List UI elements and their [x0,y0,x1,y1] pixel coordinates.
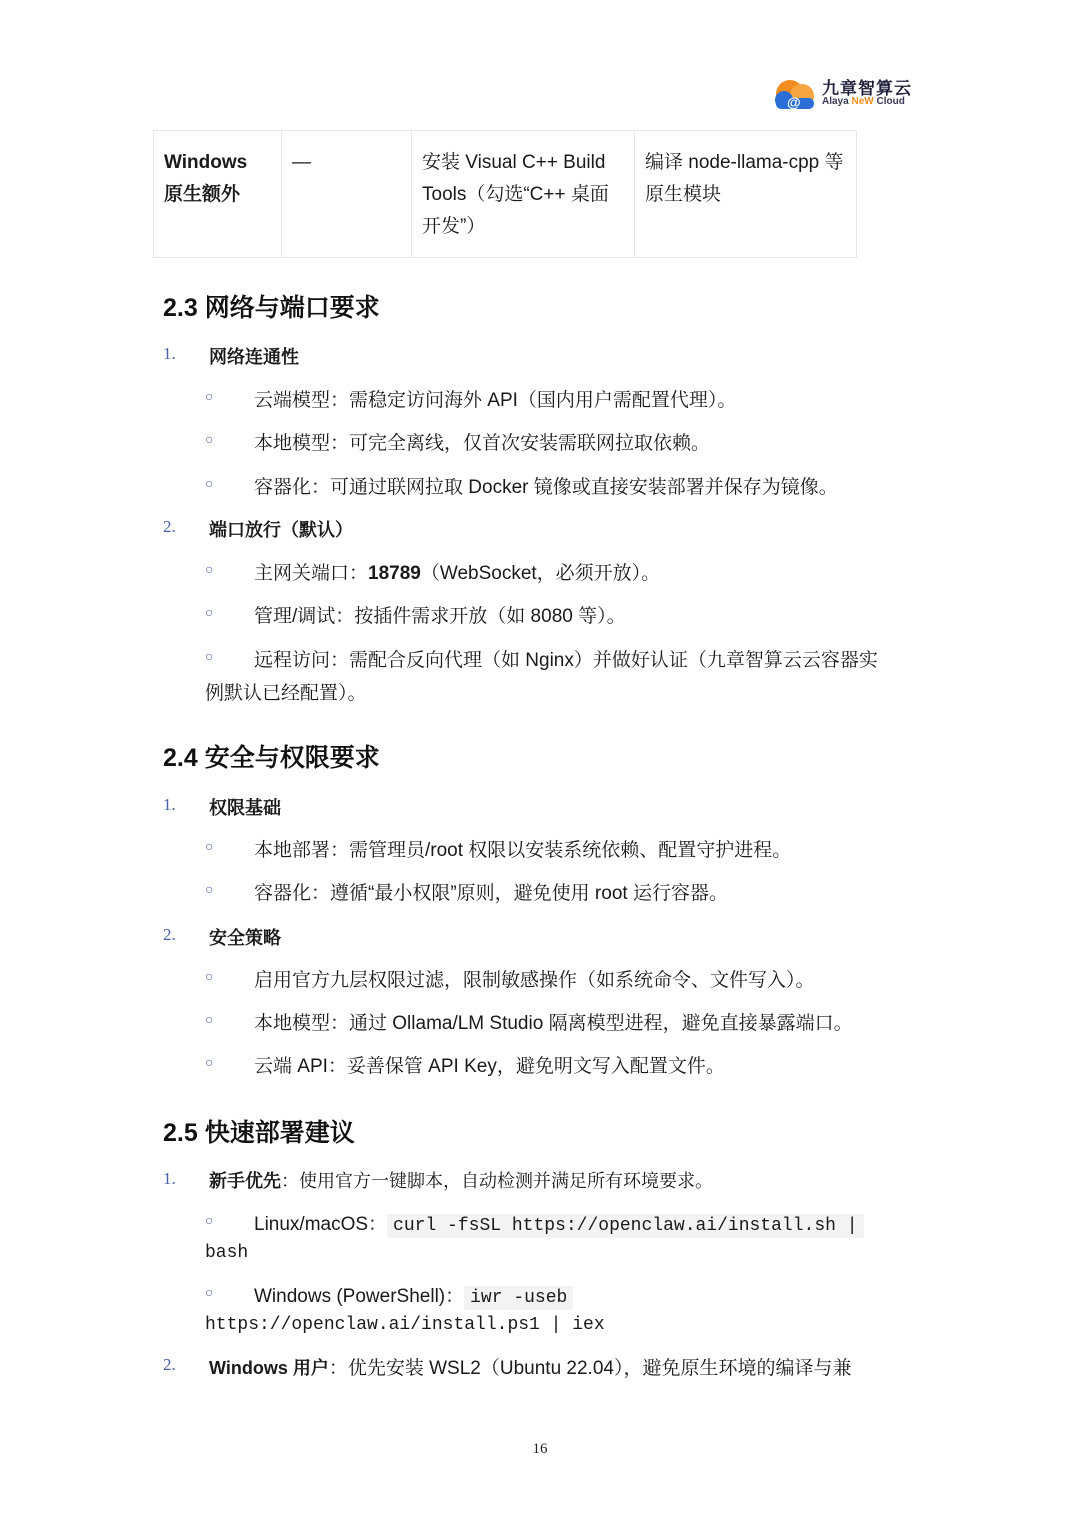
bullet-icon: ○ [205,838,214,854]
bullet-icon: ○ [205,475,214,491]
section-title-2-3: 2.3 网络与端口要求 [163,294,380,322]
list-item: 云端 API：妥善保管 API Key，避免明文写入配置文件。 [254,1056,725,1077]
section-title-2-4: 2.4 安全与权限要求 [163,744,380,772]
list-item-label: 权限基础 [209,798,281,818]
list-item: 启用官方九层权限过滤，限制敏感操作（如系统命令、文件写入）。 [254,970,815,991]
list-item-label: 新手优先：使用官方一键脚本，自动检测并满足所有环境要求。 [209,1171,713,1191]
bullet-icon: ○ [205,1054,214,1070]
list-item: 云端模型：需稳定访问海外 API（国内用户需配置代理）。 [254,390,737,411]
list-item-label: 安全策略 [209,928,281,948]
bullet-icon: ○ [205,388,214,404]
list-item: 本地部署：需管理员/root 权限以安装系统依赖、配置守护进程。 [254,840,792,861]
code-continuation: bash [205,1243,249,1263]
code-continuation: https://openclaw.ai/install.ps1 | iex [205,1315,605,1335]
bullet-icon: ○ [205,881,214,897]
code-snippet: curl -fsSL https://openclaw.ai/install.sh | [387,1214,863,1238]
table-cell-note: 编译 node-llama-cpp 等原生模块 [635,131,857,258]
list-number: 1. [163,795,176,814]
bullet-icon: ○ [205,604,214,620]
svg-text:@: @ [787,94,801,110]
list-item: 主网关端口：18789（WebSocket，必须开放）。 [254,563,661,584]
list-item: 本地模型：可完全离线，仅首次安装需联网拉取依赖。 [254,433,711,454]
list-item: 本地模型：通过 Ollama/LM Studio 隔离模型进程，避免直接暴露端口。 [254,1013,853,1034]
requirements-table [153,130,857,258]
table-cell-install: 安装 Visual C++ Build Tools（勾选“C++ 桌面开发”） [412,131,635,258]
list-item: Linux/macOS： curl -fsSL https://openclaw.ai/install.sh | [254,1209,864,1236]
list-number: 1. [163,344,176,363]
bullet-icon: ○ [205,431,214,447]
bullet-icon: ○ [205,561,214,577]
list-item: 管理/调试：按插件需求开放（如 8080 等）。 [254,606,626,627]
logo-en-text: Alaya NeW Cloud [822,96,905,107]
section-title-2-5: 2.5 快速部署建议 [163,1119,355,1147]
bullet-icon: ○ [205,648,214,664]
list-item-label: 端口放行（默认） [209,520,353,540]
brand-logo [770,72,920,114]
list-number: 2. [163,925,176,944]
list-item: 远程访问：需配合反向代理（如 Nginx）并做好认证（九章智算云云容器实 [254,650,878,671]
logo-cn-text: 九章智算云 [822,79,912,98]
bullet-icon: ○ [205,1284,214,1300]
table-row [154,131,857,258]
table-cell-version: — [282,131,412,258]
page-number: 16 [532,1441,548,1457]
list-number: 2. [163,517,176,536]
bullet-icon: ○ [205,968,214,984]
list-item: 容器化：遵循“最小权限”原则，避免使用 root 运行容器。 [254,883,728,904]
code-snippet: iwr -useb [464,1286,573,1310]
list-item: Windows (PowerShell)： iwr -useb [254,1281,573,1308]
list-item-label: 网络连通性 [209,347,299,367]
bullet-icon: ○ [205,1212,214,1228]
list-number: 1. [163,1169,176,1188]
list-item: 容器化：可通过联网拉取 Docker 镜像或直接安装部署并保存为镜像。 [254,477,838,498]
table-cell-platform: Windows 原生额外 [154,131,282,258]
list-item-label: Windows 用户：优先安装 WSL2（Ubuntu 22.04），避免原生环境的编译与兼 [209,1358,852,1379]
list-item-continuation: 例默认已经配置）。 [205,683,367,704]
list-number: 2. [163,1355,176,1374]
cloud-logo-icon [770,76,818,110]
bullet-icon: ○ [205,1011,214,1027]
